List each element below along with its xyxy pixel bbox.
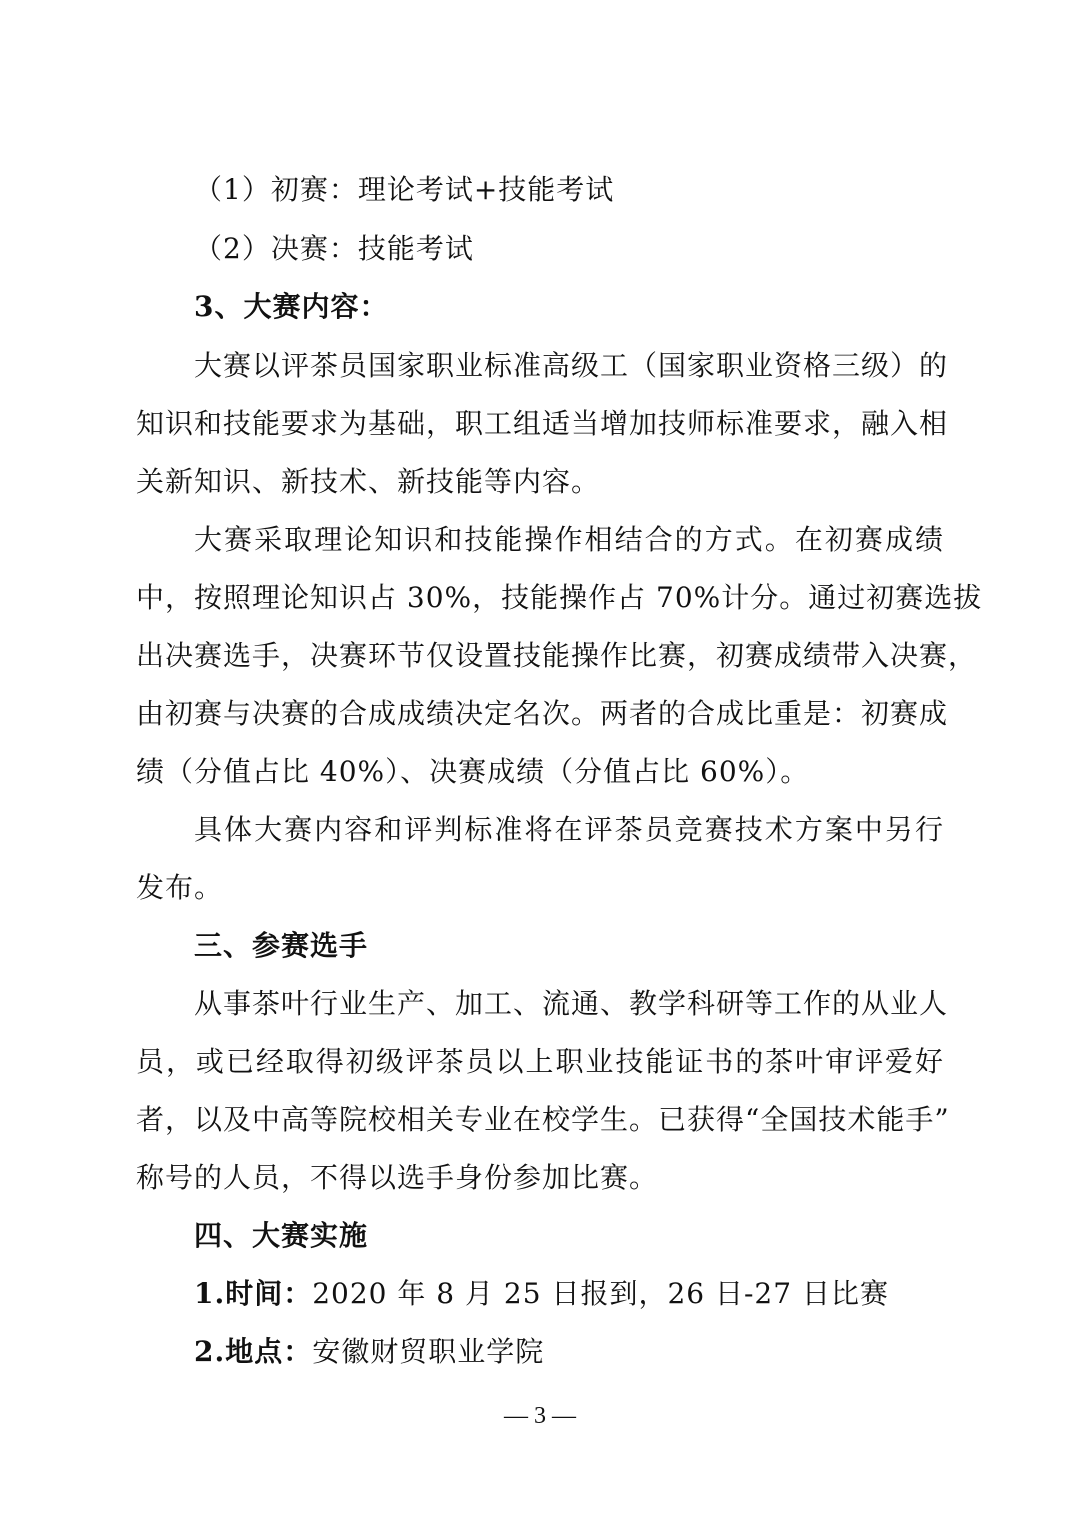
paragraph-line: 称号的人员，不得以选手身份参加比赛。 <box>136 1161 659 1194</box>
paragraph-line: 出决赛选手，决赛环节仅设置技能操作比赛，初赛成绩带入决赛， <box>136 639 978 672</box>
text-line-prelim: （1）初赛：理论考试+技能考试 <box>194 173 615 206</box>
paragraph-line: 具体大赛内容和评判标准将在评茶员竞赛技术方案中另行 <box>194 813 944 846</box>
paragraph-line: 发布。 <box>136 871 224 904</box>
paragraph-line: 关新知识、新技术、新技能等内容。 <box>136 465 601 498</box>
paragraph-line: 从事茶叶行业生产、加工、流通、教学科研等工作的从业人 <box>194 987 949 1020</box>
location-value: 安徽财贸职业学院 <box>312 1335 545 1368</box>
paragraph-line: 知识和技能要求为基础，职工组适当增加技师标准要求，融入相 <box>136 407 949 440</box>
paragraph-line: 大赛以评茶员国家职业标准高级工（国家职业资格三级）的 <box>194 349 949 382</box>
paragraph-line: 中，按照理论知识占 30%，技能操作占 70%计分。通过初赛选拔 <box>136 581 983 614</box>
paragraph-line: 由初赛与决赛的合成成绩决定名次。两者的合成比重是：初赛成 <box>136 697 949 730</box>
text-line-final: （2）决赛：技能考试 <box>194 232 474 265</box>
time-label: 1.时间： <box>194 1277 313 1310</box>
paragraph-line: 绩（分值占比 40%）、决赛成绩（分值占比 60%）。 <box>136 755 810 788</box>
page-number: — 3 — <box>504 1403 576 1429</box>
location-label: 2.地点： <box>194 1335 313 1368</box>
location-line <box>0 1332 1080 1372</box>
time-line <box>0 1274 1080 1314</box>
section-heading-implementation: 四、大赛实施 <box>194 1219 369 1252</box>
paragraph-line: 者，以及中高等院校相关专业在校学生。已获得“全国技术能手” <box>136 1103 950 1136</box>
section-heading-contest-content: 3、大赛内容： <box>194 290 389 323</box>
time-value: 2020 年 8 月 25 日报到，26 日-27 日比赛 <box>312 1277 889 1310</box>
section-heading-participants: 三、参赛选手 <box>194 929 369 962</box>
paragraph-line: 员，或已经取得初级评茶员以上职业技能证书的茶叶审评爱好 <box>136 1045 944 1078</box>
paragraph-line: 大赛采取理论知识和技能操作相结合的方式。在初赛成绩 <box>194 523 944 556</box>
